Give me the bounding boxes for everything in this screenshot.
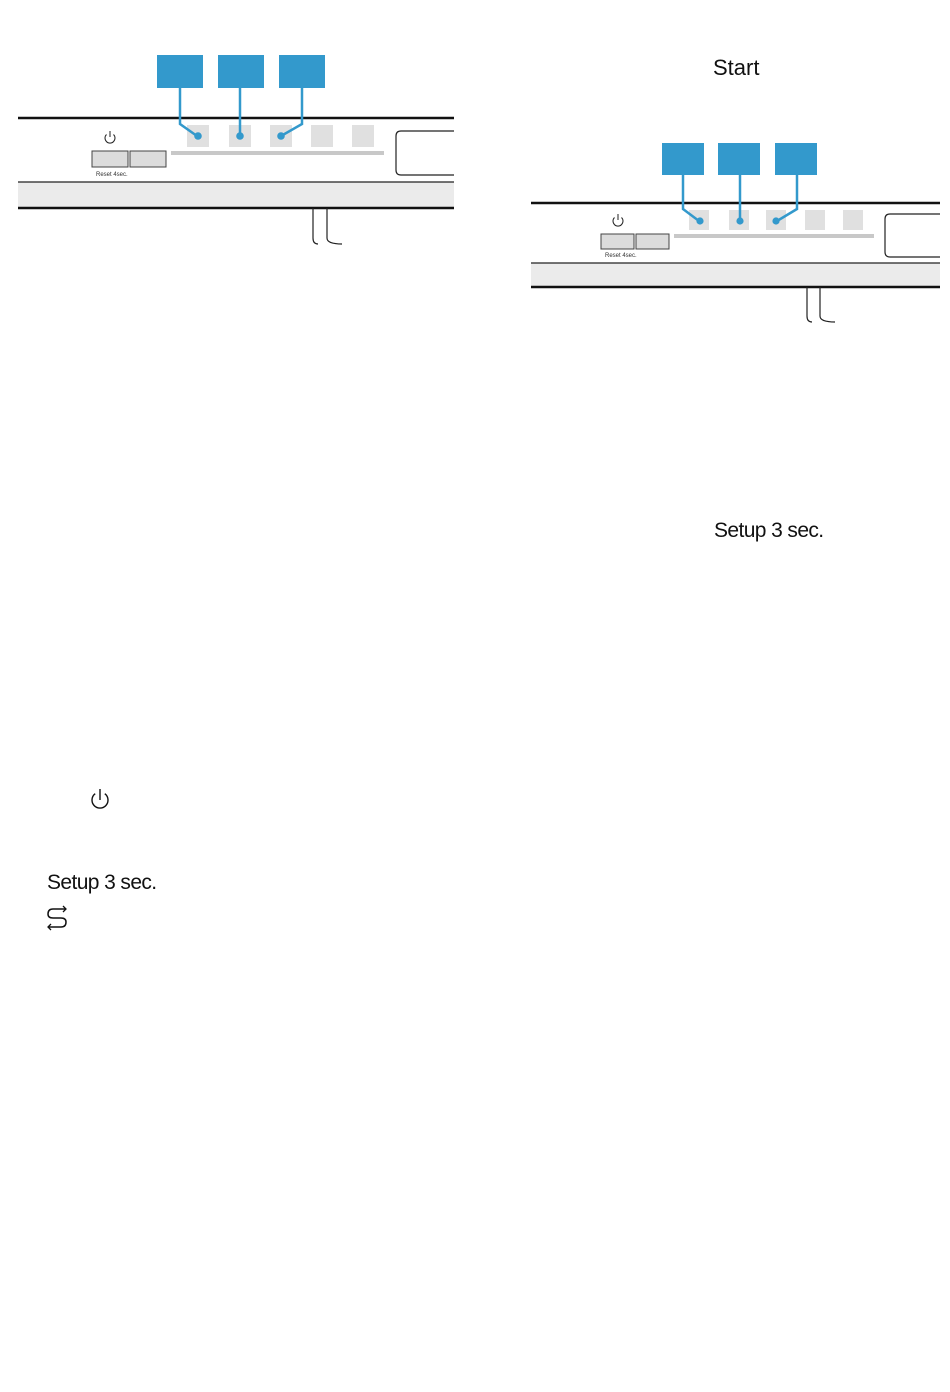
display-window	[885, 214, 940, 257]
callout-leader-1	[683, 175, 699, 221]
callout-leader-1	[180, 88, 197, 136]
callout-box-3	[775, 143, 817, 175]
callout-dot-2	[736, 217, 743, 224]
reset-label-left: Reset 4sec.	[96, 172, 128, 178]
power-icon	[105, 131, 115, 143]
indicator-bar	[171, 151, 384, 155]
callout-box-3	[279, 55, 325, 88]
callout-leader-3	[281, 88, 302, 136]
callout-dot-1	[194, 132, 202, 140]
program-button-1	[187, 125, 209, 147]
panel-bottom-strip	[18, 182, 454, 208]
hinge-line-1	[313, 208, 318, 244]
setup-icon	[48, 906, 66, 930]
callout-box-2	[718, 143, 760, 175]
display-window	[396, 131, 454, 175]
power-icon-standalone	[92, 789, 108, 808]
program-button-2	[729, 210, 749, 230]
power-button	[601, 234, 634, 249]
hinge-line-2	[820, 287, 835, 322]
panel-right-group	[531, 143, 940, 322]
indicator-bar	[674, 234, 874, 238]
hinge-line-1	[807, 287, 812, 322]
program-button-5	[352, 125, 374, 147]
program-button-3	[766, 210, 786, 230]
callout-box-1	[157, 55, 203, 88]
program-button-2	[229, 125, 251, 147]
program-button-4	[805, 210, 825, 230]
hinge-line-2	[327, 208, 342, 244]
callout-dot-1	[696, 217, 703, 224]
power-icon	[613, 214, 623, 226]
callout-dot-3	[277, 132, 285, 140]
program-button-3	[270, 125, 292, 147]
program-button-1	[689, 210, 709, 230]
callout-leader-3	[777, 175, 797, 221]
panel-left-group	[18, 55, 454, 244]
program-button-5	[843, 210, 863, 230]
setup-label-right: Setup 3 sec.	[714, 519, 824, 542]
callout-box-2	[218, 55, 264, 88]
reset-button	[130, 151, 166, 167]
program-button-4	[311, 125, 333, 147]
reset-button	[636, 234, 669, 249]
start-title: Start	[713, 55, 760, 80]
callout-box-1	[662, 143, 704, 175]
setup-label-left: Setup 3 sec.	[47, 871, 157, 894]
callout-dot-2	[236, 132, 244, 140]
panel-bottom-strip	[531, 263, 940, 287]
reset-label-right: Reset 4sec.	[605, 253, 637, 259]
power-button	[92, 151, 128, 167]
callout-dot-3	[772, 217, 779, 224]
